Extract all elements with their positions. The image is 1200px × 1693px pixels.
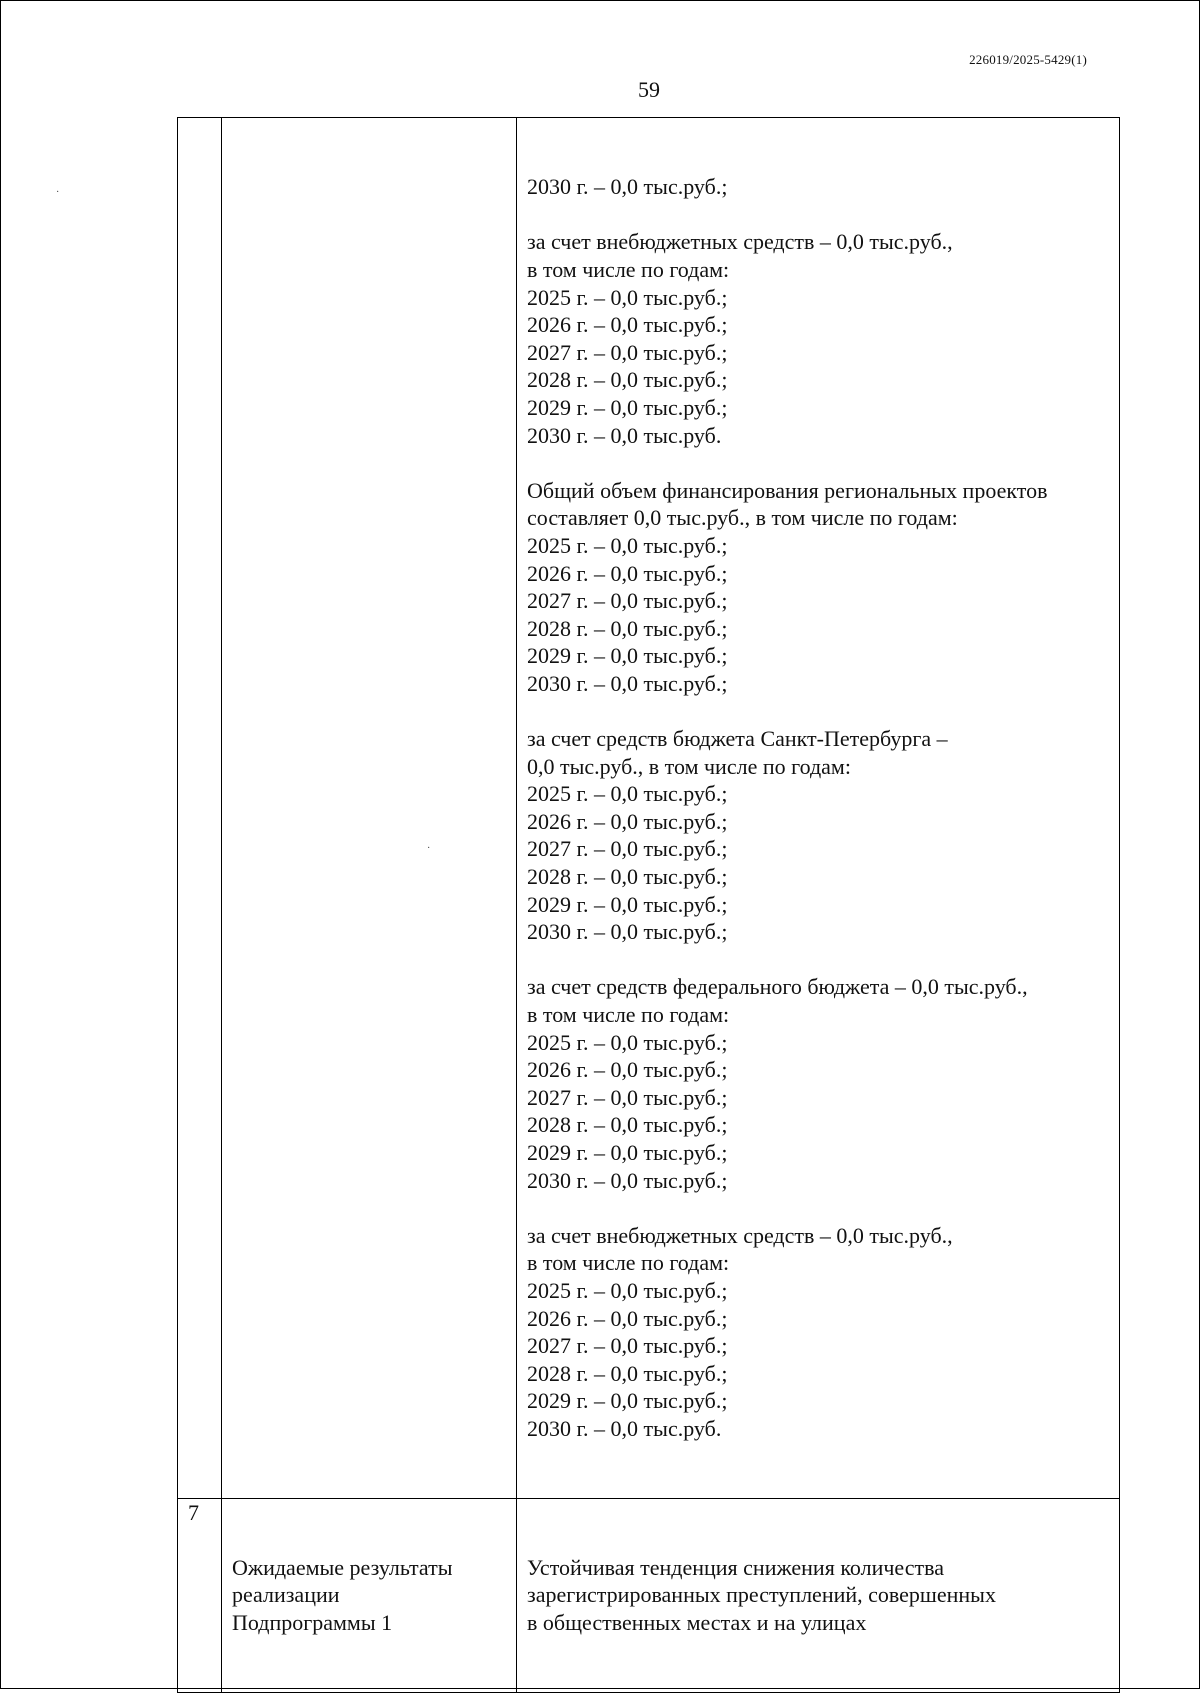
blank-line [527,201,1119,229]
text-line: 2029 г. – 0,0 тыс.руб.; [527,1139,728,1165]
text-line: составляет 0,0 тыс.руб., в том числе по годам: [527,505,958,531]
continued-cell-text [527,173,1119,1442]
text-line: 2029 г. – 0,0 тыс.руб.; [527,394,728,420]
row-value-cell [517,1498,1120,1692]
text-line: 2030 г. – 0,0 тыс.руб.; [527,1167,728,1193]
text-line: 2028 г. – 0,0 тыс.руб.; [527,1360,728,1386]
text-line: 2028 г. – 0,0 тыс.руб.; [527,1112,728,1138]
text-line: 2030 г. – 0,0 тыс.руб.; [527,670,728,696]
text-line: 0,0 тыс.руб., в том числе по годам: [527,753,851,779]
text-line: 2025 г. – 0,0 тыс.руб.; [527,532,728,558]
row-value-text [527,1554,1119,1637]
text-line: 2026 г. – 0,0 тыс.руб.; [527,1057,728,1083]
page-number: 59 [638,77,660,102]
text-line: за счет средств бюджета Санкт-Петербурга – [527,726,948,752]
text-line: за счет внебюджетных средств – 0,0 тыс.руб., [527,229,953,255]
text-line: в том числе по годам: [527,1002,730,1027]
row-value-cell [517,118,1120,1499]
text-line: 2025 г. – 0,0 тыс.руб.; [527,1277,728,1303]
text-line: в том числе по годам: [527,1250,730,1276]
text-line: 2027 г. – 0,0 тыс.руб.; [527,1084,728,1110]
text-line: за счет средств федерального бюджета – 0,0 тыс.руб., [527,974,1028,1000]
text-line: 2028 г. – 0,0 тыс.руб.; [527,615,728,641]
text-line: Общий объем финансирования региональных проектов [527,477,1048,503]
text-line: 2029 г. – 0,0 тыс.руб.; [527,643,728,669]
row-number-cell [178,118,222,1499]
text-line: 2025 г. – 0,0 тыс.руб.; [527,1029,728,1055]
document-id: 226019/2025-5429(1) [969,52,1087,67]
blank-line [527,697,1119,725]
row-name-cell [222,1498,517,1692]
text-line: 2028 г. – 0,0 тыс.руб.; [527,864,728,890]
text-line: 2027 г. – 0,0 тыс.руб.; [527,339,728,365]
text-line: 2030 г. – 0,0 тыс.руб.; [527,919,728,945]
text-line: Устойчивая тенденция снижения количества [527,1554,944,1580]
blank-line [527,946,1119,974]
text-line: реализации [232,1582,340,1608]
text-line: 2029 г. – 0,0 тыс.руб.; [527,891,728,917]
row-name-cell [222,118,517,1499]
text-line: 2030 г. – 0,0 тыс.руб. [527,422,722,448]
text-line: 2028 г. – 0,0 тыс.руб.; [527,367,728,393]
row-number-cell: 7 [178,1498,222,1692]
text-line: в общественных местах и на улицах [527,1610,867,1636]
financing-table [177,117,1120,1693]
text-line: 2026 г. – 0,0 тыс.руб.; [527,1305,728,1331]
text-line: в том числе по годам: [527,256,730,282]
text-line: 2030 г. – 0,0 тыс.руб. [527,1415,722,1441]
text-line: Подпрограммы 1 [232,1610,393,1636]
table-row-continued [178,118,1120,1499]
text-line: 2027 г. – 0,0 тыс.руб.; [527,836,728,862]
scan-speck: · [427,843,431,854]
text-line: 2026 г. – 0,0 тыс.руб.; [527,312,728,338]
text-line: 2026 г. – 0,0 тыс.руб.; [527,560,728,586]
blank-line [527,449,1119,477]
text-line: 2025 г. – 0,0 тыс.руб.; [527,781,728,807]
text-line: 2029 г. – 0,0 тыс.руб.; [527,1388,728,1414]
blank-line [527,1194,1119,1222]
scan-speck: · [56,187,60,198]
text-line: зарегистрированных преступлений, совершенных [527,1582,996,1608]
text-line: за счет внебюджетных средств – 0,0 тыс.руб., [527,1222,953,1248]
text-line: 2027 г. – 0,0 тыс.руб.; [527,1333,728,1359]
text-line: Ожидаемые результаты [232,1554,453,1580]
text-line: 2027 г. – 0,0 тыс.руб.; [527,588,728,614]
text-line: 2025 г. – 0,0 тыс.руб.; [527,284,728,310]
row-name-text [232,1554,516,1637]
text-line: 2030 г. – 0,0 тыс.руб.; [527,174,728,200]
table-row-7 [178,1498,1120,1692]
text-line: 2026 г. – 0,0 тыс.руб.; [527,808,728,834]
